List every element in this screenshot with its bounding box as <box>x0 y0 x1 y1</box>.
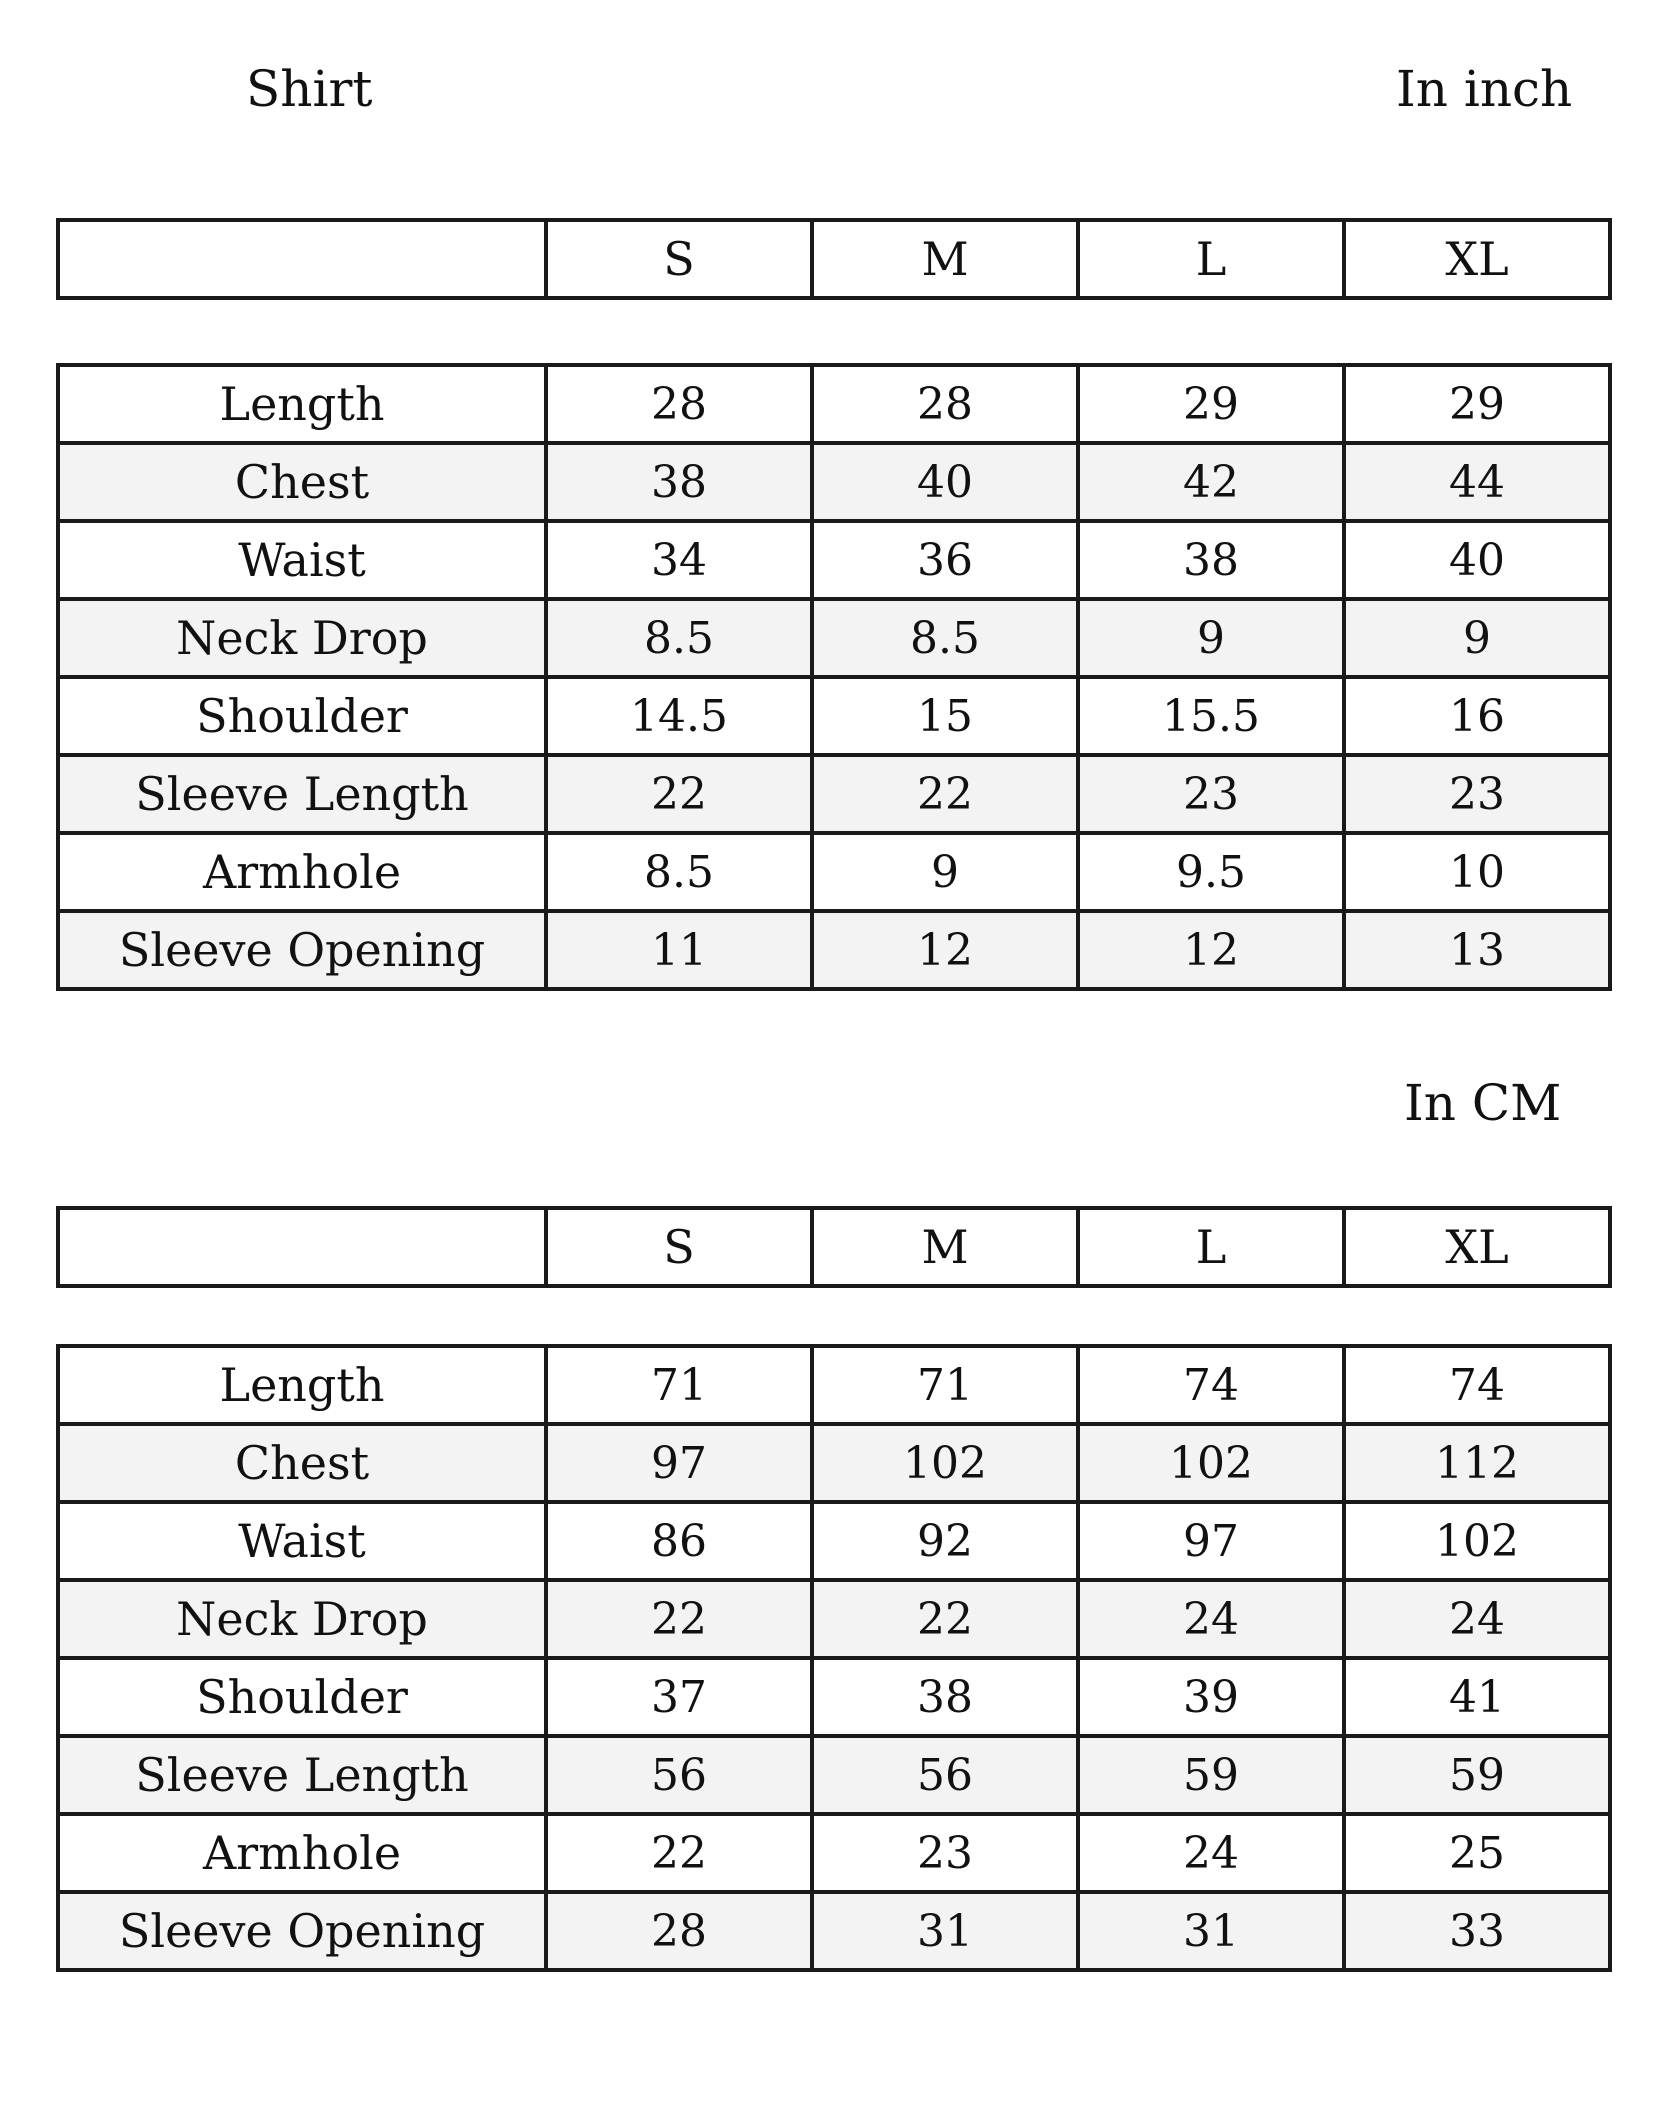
row-label-neck-drop: Neck Drop <box>58 599 546 677</box>
value-cell-xl: 13 <box>1344 911 1610 989</box>
value-cell-s: 11 <box>546 911 812 989</box>
value-cell-m: 36 <box>812 521 1078 599</box>
value-cell-s: 28 <box>546 1892 812 1970</box>
value-cell-xl: 102 <box>1344 1502 1610 1580</box>
table-row <box>58 1892 1610 1970</box>
table-row <box>58 443 1610 521</box>
value-cell-xl: 74 <box>1344 1346 1610 1424</box>
row-label-sleeve-opening: Sleeve Opening <box>58 911 546 989</box>
row-label-waist: Waist <box>58 1502 546 1580</box>
row-label-shoulder: Shoulder <box>58 1658 546 1736</box>
value-cell-xl: 112 <box>1344 1424 1610 1502</box>
value-cell-xl: 25 <box>1344 1814 1610 1892</box>
unit-label-inch: In inch <box>1396 60 1573 118</box>
value-cell-m: 8.5 <box>812 599 1078 677</box>
unit-label-cm: In CM <box>1404 1074 1562 1132</box>
value-cell-m: 71 <box>812 1346 1078 1424</box>
value-cell-xl: 44 <box>1344 443 1610 521</box>
value-cell-l: 24 <box>1078 1580 1344 1658</box>
table-row <box>58 1424 1610 1502</box>
size-header-row <box>58 220 1610 298</box>
value-cell-l: 31 <box>1078 1892 1344 1970</box>
size-header-s: S <box>546 220 812 298</box>
row-label-shoulder: Shoulder <box>58 677 546 755</box>
value-cell-l: 39 <box>1078 1658 1344 1736</box>
value-cell-m: 15 <box>812 677 1078 755</box>
value-cell-m: 9 <box>812 833 1078 911</box>
value-cell-s: 37 <box>546 1658 812 1736</box>
row-label-length: Length <box>58 365 546 443</box>
row-label-armhole: Armhole <box>58 1814 546 1892</box>
table-row <box>58 1580 1610 1658</box>
value-cell-xl: 41 <box>1344 1658 1610 1736</box>
value-cell-xl: 33 <box>1344 1892 1610 1970</box>
value-cell-s: 71 <box>546 1346 812 1424</box>
value-cell-l: 38 <box>1078 521 1344 599</box>
row-label-sleeve-opening: Sleeve Opening <box>58 1892 546 1970</box>
value-cell-xl: 24 <box>1344 1580 1610 1658</box>
value-cell-s: 28 <box>546 365 812 443</box>
value-cell-l: 74 <box>1078 1346 1344 1424</box>
table-row <box>58 521 1610 599</box>
value-cell-s: 56 <box>546 1736 812 1814</box>
value-cell-s: 22 <box>546 1580 812 1658</box>
value-cell-l: 102 <box>1078 1424 1344 1502</box>
value-cell-s: 97 <box>546 1424 812 1502</box>
size-header-l: L <box>1078 1208 1344 1286</box>
value-cell-xl: 29 <box>1344 365 1610 443</box>
table-row <box>58 1346 1610 1424</box>
table-row <box>58 677 1610 755</box>
value-cell-xl: 16 <box>1344 677 1610 755</box>
value-cell-m: 102 <box>812 1424 1078 1502</box>
value-cell-m: 40 <box>812 443 1078 521</box>
cm-size-header <box>56 1206 1612 1288</box>
value-cell-m: 31 <box>812 1892 1078 1970</box>
header-blank-cell <box>58 1208 546 1286</box>
table-row <box>58 1658 1610 1736</box>
size-header-xl: XL <box>1344 1208 1610 1286</box>
value-cell-s: 22 <box>546 1814 812 1892</box>
value-cell-m: 22 <box>812 1580 1078 1658</box>
row-label-chest: Chest <box>58 1424 546 1502</box>
value-cell-l: 59 <box>1078 1736 1344 1814</box>
value-cell-l: 42 <box>1078 443 1344 521</box>
page-title: Shirt <box>246 60 373 118</box>
table-row <box>58 1736 1610 1814</box>
size-header-m: M <box>812 220 1078 298</box>
value-cell-m: 38 <box>812 1658 1078 1736</box>
value-cell-xl: 9 <box>1344 599 1610 677</box>
value-cell-s: 38 <box>546 443 812 521</box>
value-cell-l: 29 <box>1078 365 1344 443</box>
header-blank-cell <box>58 220 546 298</box>
size-header-s: S <box>546 1208 812 1286</box>
value-cell-xl: 59 <box>1344 1736 1610 1814</box>
table-row <box>58 755 1610 833</box>
size-header-l: L <box>1078 220 1344 298</box>
table-row <box>58 599 1610 677</box>
value-cell-l: 97 <box>1078 1502 1344 1580</box>
row-label-sleeve-length: Sleeve Length <box>58 755 546 833</box>
value-cell-l: 12 <box>1078 911 1344 989</box>
row-label-length: Length <box>58 1346 546 1424</box>
value-cell-xl: 10 <box>1344 833 1610 911</box>
value-cell-xl: 23 <box>1344 755 1610 833</box>
value-cell-xl: 40 <box>1344 521 1610 599</box>
row-label-armhole: Armhole <box>58 833 546 911</box>
value-cell-l: 9 <box>1078 599 1344 677</box>
value-cell-m: 22 <box>812 755 1078 833</box>
value-cell-l: 9.5 <box>1078 833 1344 911</box>
value-cell-m: 92 <box>812 1502 1078 1580</box>
value-cell-m: 56 <box>812 1736 1078 1814</box>
value-cell-s: 34 <box>546 521 812 599</box>
cm-measurement-table <box>56 1344 1612 1972</box>
table-row <box>58 1814 1610 1892</box>
row-label-chest: Chest <box>58 443 546 521</box>
table-row <box>58 365 1610 443</box>
value-cell-m: 12 <box>812 911 1078 989</box>
table-row <box>58 1502 1610 1580</box>
row-label-sleeve-length: Sleeve Length <box>58 1736 546 1814</box>
value-cell-m: 23 <box>812 1814 1078 1892</box>
size-header-row <box>58 1208 1610 1286</box>
value-cell-l: 24 <box>1078 1814 1344 1892</box>
value-cell-s: 14.5 <box>546 677 812 755</box>
size-header-m: M <box>812 1208 1078 1286</box>
row-label-neck-drop: Neck Drop <box>58 1580 546 1658</box>
value-cell-s: 22 <box>546 755 812 833</box>
inch-size-header <box>56 218 1612 300</box>
table-row <box>58 911 1610 989</box>
value-cell-m: 28 <box>812 365 1078 443</box>
inch-measurement-table <box>56 363 1612 991</box>
table-row <box>58 833 1610 911</box>
value-cell-s: 8.5 <box>546 833 812 911</box>
value-cell-s: 8.5 <box>546 599 812 677</box>
value-cell-s: 86 <box>546 1502 812 1580</box>
value-cell-l: 15.5 <box>1078 677 1344 755</box>
size-header-xl: XL <box>1344 220 1610 298</box>
row-label-waist: Waist <box>58 521 546 599</box>
value-cell-l: 23 <box>1078 755 1344 833</box>
